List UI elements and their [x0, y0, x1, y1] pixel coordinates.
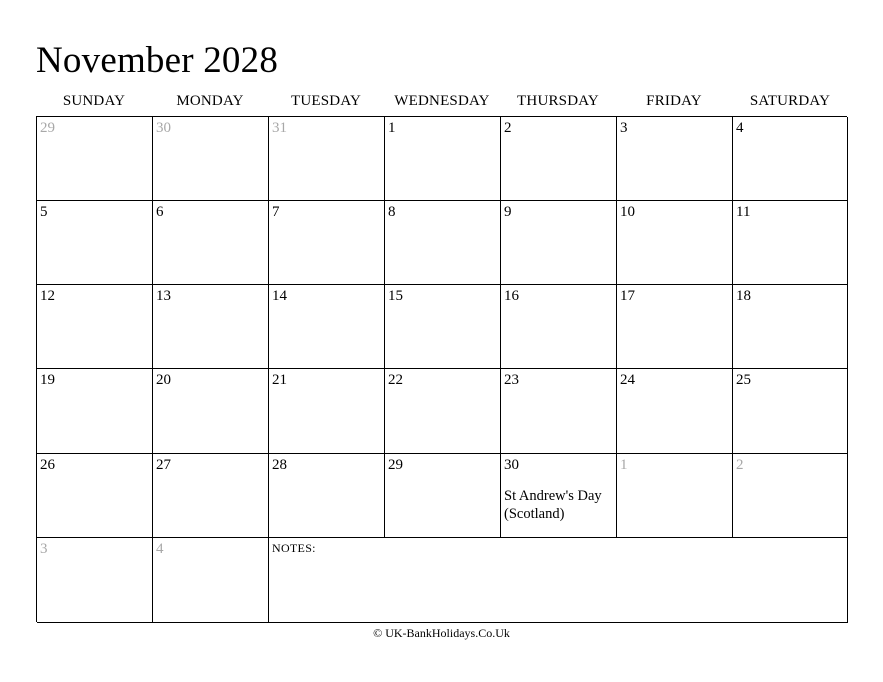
day-number: 1 — [388, 120, 396, 136]
day-number: 8 — [388, 204, 396, 220]
day-cell — [733, 454, 848, 538]
day-number: 25 — [736, 372, 751, 388]
day-number: 31 — [272, 120, 287, 136]
day-cell — [733, 117, 848, 201]
day-cell — [501, 285, 617, 369]
day-number: 16 — [504, 288, 519, 304]
day-number: 11 — [736, 204, 751, 220]
day-number: 12 — [40, 288, 55, 304]
day-number: 2 — [736, 457, 744, 473]
day-cell — [733, 369, 848, 454]
day-cell — [733, 285, 848, 369]
day-cell — [153, 285, 269, 369]
calendar-grid — [36, 116, 847, 622]
day-cell — [37, 117, 153, 201]
day-cell — [153, 454, 269, 538]
day-number: 29 — [40, 120, 55, 136]
day-number: 15 — [388, 288, 403, 304]
day-cell — [617, 201, 733, 285]
day-cell — [501, 201, 617, 285]
day-number: 13 — [156, 288, 171, 304]
notes-area[interactable] — [269, 538, 848, 623]
day-cell — [37, 285, 153, 369]
day-number: 30 — [504, 457, 519, 473]
day-cell — [269, 285, 385, 369]
weekday-tuesday: TUESDAY — [290, 93, 362, 109]
day-cell — [617, 369, 733, 454]
day-cell — [501, 369, 617, 454]
day-number: 28 — [272, 457, 287, 473]
day-cell — [153, 201, 269, 285]
weekday-saturday: SATURDAY — [749, 93, 831, 109]
day-number: 17 — [620, 288, 635, 304]
day-number: 27 — [156, 457, 171, 473]
day-cell — [385, 201, 501, 285]
weekday-thursday: THURSDAY — [517, 93, 599, 109]
day-cell — [37, 369, 153, 454]
day-number: 5 — [40, 204, 48, 220]
notes-label: NOTES: — [272, 541, 316, 555]
weekday-header-row — [36, 90, 848, 114]
day-number: 21 — [272, 372, 287, 388]
day-cell — [385, 117, 501, 201]
day-number: 6 — [156, 204, 164, 220]
day-number: 3 — [40, 541, 48, 557]
day-cell — [617, 285, 733, 369]
day-number: 29 — [388, 457, 403, 473]
day-cell — [385, 285, 501, 369]
day-cell — [269, 369, 385, 454]
weekday-sunday: SUNDAY — [62, 93, 126, 109]
day-number: 23 — [504, 372, 519, 388]
weekday-wednesday: WEDNESDAY — [394, 93, 490, 109]
day-number: 26 — [40, 457, 55, 473]
day-number: 4 — [736, 120, 744, 136]
day-number: 30 — [156, 120, 171, 136]
day-cell — [617, 454, 733, 538]
calendar-title: November 2028 — [36, 40, 279, 81]
footer-copyright: © UK-BankHolidays.Co.Uk — [373, 626, 510, 640]
day-cell — [733, 201, 848, 285]
day-number: 14 — [272, 288, 287, 304]
day-cell — [153, 538, 269, 623]
day-number: 3 — [620, 120, 628, 136]
holiday-label: St Andrew's Day (Scotland) — [504, 488, 602, 522]
day-cell — [385, 369, 501, 454]
day-cell — [269, 117, 385, 201]
weekday-monday: MONDAY — [176, 93, 244, 109]
day-number: 2 — [504, 120, 512, 136]
day-cell — [153, 117, 269, 201]
day-number: 10 — [620, 204, 635, 220]
day-number: 9 — [504, 204, 512, 220]
day-cell — [385, 454, 501, 538]
day-number: 1 — [620, 457, 628, 473]
day-number: 20 — [156, 372, 171, 388]
day-number: 24 — [620, 372, 635, 388]
day-cell — [37, 454, 153, 538]
day-cell — [37, 538, 153, 623]
day-number: 7 — [272, 204, 280, 220]
day-cell — [617, 117, 733, 201]
day-cell — [37, 201, 153, 285]
day-cell — [269, 201, 385, 285]
day-cell — [153, 369, 269, 454]
day-cell-holiday — [501, 454, 617, 538]
day-number: 19 — [40, 372, 55, 388]
weekday-friday: FRIDAY — [646, 93, 702, 109]
day-number: 4 — [156, 541, 164, 557]
day-number: 18 — [736, 288, 751, 304]
day-number: 22 — [388, 372, 403, 388]
day-cell — [269, 454, 385, 538]
day-cell — [501, 117, 617, 201]
